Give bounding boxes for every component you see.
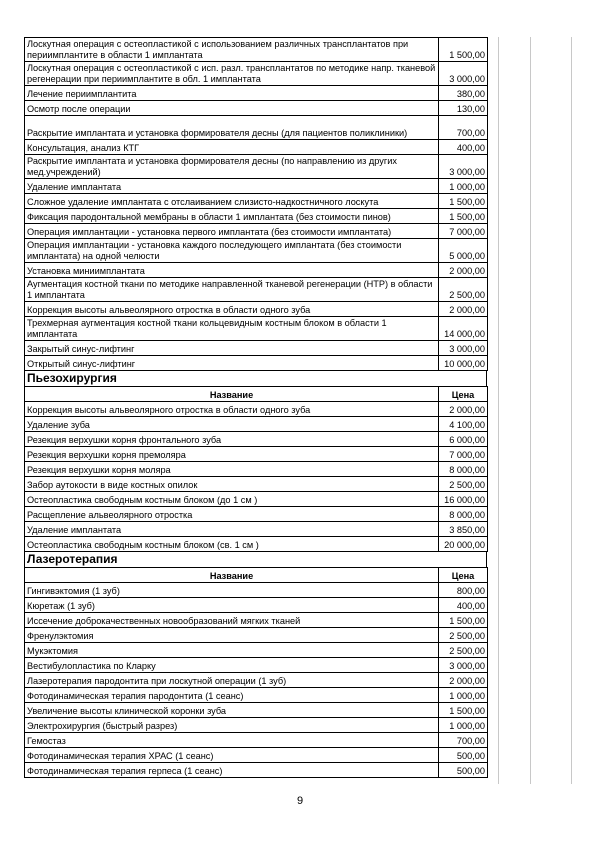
service-name: Резекция верхушки корня моляра [25,462,439,477]
service-price: 700,00 [439,116,488,140]
service-name: Операция имплантации - установка каждого последующего имплантата (без стоимости имплантата) на одной челюсти [25,239,439,263]
table-row [25,763,488,778]
service-name: Гемостаз [25,733,439,748]
service-name: Мукэктомия [25,643,439,658]
service-name: Лечение периимплантита [25,86,439,101]
service-name: Коррекция высоты альвеолярного отростка в области одного зуба [25,302,439,317]
gridline [530,37,531,784]
table-row [25,658,488,673]
section-title-piezo: Пьезохирургия [24,371,487,386]
table-row [25,38,488,62]
section-title-laser: Лазеротерапия [24,552,487,567]
spreadsheet-gridlines [487,37,572,784]
table-row [25,263,488,278]
table-row [25,733,488,748]
service-price: 3 850,00 [439,522,488,537]
service-price: 8 000,00 [439,462,488,477]
service-name: Электрохирургия (быстрый разрез) [25,718,439,733]
service-price: 2 000,00 [439,263,488,278]
gridline [571,37,572,784]
service-name: Трехмерная аугментация костной ткани кольцевидным костным блоком в области 1 имплантата [25,317,439,341]
service-name: Гингивэктомия (1 зуб) [25,583,439,598]
service-price: 20 000,00 [439,537,488,552]
table-row [25,278,488,302]
service-price: 3 000,00 [439,658,488,673]
service-name: Операция имплантации - установка первого имплантата (без стоимости имплантата) [25,224,439,239]
service-price: 1 500,00 [439,613,488,628]
service-price: 2 000,00 [439,302,488,317]
service-name: Увеличение высоты клинической коронки зуба [25,703,439,718]
implantation-table [24,37,488,371]
table-row [25,101,488,116]
service-name: Кюретаж (1 зуб) [25,598,439,613]
table-row [25,673,488,688]
service-name: Фиксация пародонтальной мембраны в области 1 имплантата (без стоимости пинов) [25,209,439,224]
service-name: Расщепление альвеолярного отростка [25,507,439,522]
service-price: 3 000,00 [439,341,488,356]
header-name: Название [25,568,439,583]
service-price: 1 500,00 [439,194,488,209]
service-price: 1 000,00 [439,688,488,703]
table-row [25,703,488,718]
service-price: 1 000,00 [439,179,488,194]
service-price: 3 000,00 [439,155,488,179]
table-header-row [25,387,488,402]
table-row [25,317,488,341]
service-price: 800,00 [439,583,488,598]
header-name: Название [25,387,439,402]
service-price: 130,00 [439,101,488,116]
piezo-table [24,386,488,552]
table-row [25,492,488,507]
service-name: Остеопластика свободным костным блоком (до 1 см ) [25,492,439,507]
table-header-row [25,568,488,583]
service-price: 2 500,00 [439,628,488,643]
table-row [25,179,488,194]
table-row [25,417,488,432]
table-row [25,432,488,447]
table-row [25,140,488,155]
laser-table [24,567,488,778]
service-name: Фотодинамическая терапия пародонтита (1 сеанс) [25,688,439,703]
service-price: 16 000,00 [439,492,488,507]
service-name: Открытый синус-лифтинг [25,356,439,371]
service-name: Фотодинамическая терапия ХРАС (1 сеанс) [25,748,439,763]
table-row [25,718,488,733]
price-list [24,37,487,778]
table-row [25,613,488,628]
service-name: Френулэктомия [25,628,439,643]
service-price: 1 500,00 [439,703,488,718]
table-row [25,537,488,552]
table-row [25,748,488,763]
table-row [25,507,488,522]
service-price: 10 000,00 [439,356,488,371]
service-name: Сложное удаление имплантата с отслаиванием слизисто-надкостничного лоскута [25,194,439,209]
service-price: 7 000,00 [439,447,488,462]
service-price: 4 100,00 [439,417,488,432]
table-row [25,402,488,417]
service-price: 400,00 [439,598,488,613]
table-row [25,583,488,598]
service-price: 1 500,00 [439,209,488,224]
gridline [498,37,499,784]
service-name: Установка миниимплантата [25,263,439,278]
service-price: 1 000,00 [439,718,488,733]
service-price: 500,00 [439,748,488,763]
service-price: 6 000,00 [439,432,488,447]
service-price: 2 500,00 [439,278,488,302]
page-number: 9 [296,795,304,807]
table-row [25,688,488,703]
table-row [25,341,488,356]
table-row [25,643,488,658]
table-row [25,194,488,209]
service-price: 700,00 [439,733,488,748]
service-name: Иссечение доброкачественных новообразований мягких тканей [25,613,439,628]
table-row [25,224,488,239]
service-price: 2 000,00 [439,402,488,417]
table-row [25,356,488,371]
table-row [25,86,488,101]
header-price: Цена [439,568,488,583]
service-price: 2 000,00 [439,673,488,688]
service-price: 380,00 [439,86,488,101]
service-price: 7 000,00 [439,224,488,239]
service-name: Консультация, анализ КТГ [25,140,439,155]
service-price: 400,00 [439,140,488,155]
header-price: Цена [439,387,488,402]
service-price: 8 000,00 [439,507,488,522]
table-row [25,628,488,643]
service-name: Лоскутная операция с остеопластикой с использованием различных трансплантатов при периимплантите в области 1 имплантата [25,38,439,62]
service-price: 5 000,00 [439,239,488,263]
table-row [25,155,488,179]
service-name: Остеопластика свободным костным блоком (св. 1 см ) [25,537,439,552]
service-name: Удаление имплантата [25,522,439,537]
table-row [25,477,488,492]
service-price: 1 500,00 [439,38,488,62]
table-row [25,598,488,613]
service-name: Вестибулопластика по Кларку [25,658,439,673]
table-row [25,116,488,140]
service-name: Закрытый синус-лифтинг [25,341,439,356]
table-row [25,62,488,86]
service-name: Фотодинамическая терапия герпеса (1 сеанс) [25,763,439,778]
service-name: Удаление имплантата [25,179,439,194]
service-name: Резекция верхушки корня фронтального зуба [25,432,439,447]
service-price: 2 500,00 [439,477,488,492]
table-row [25,209,488,224]
table-row [25,522,488,537]
service-price: 3 000,00 [439,62,488,86]
service-price: 500,00 [439,763,488,778]
table-row [25,302,488,317]
table-row [25,447,488,462]
service-name: Раскрытие имплантата и установка формирователя десны (для пациентов поликлиники) [25,116,439,140]
service-name: Лоскутная операция с остеопластикой с исп. разл. трансплантатов по методике напр. тканевой регенерации при периимплантите в обл. 1 имплантата [25,62,439,86]
service-name: Коррекция высоты альвеолярного отростка в области одного зуба [25,402,439,417]
service-name: Удаление зуба [25,417,439,432]
service-name: Резекция верхушки корня премоляра [25,447,439,462]
service-name: Забор аутокости в виде костных опилок [25,477,439,492]
service-name: Осмотр после операции [25,101,439,116]
service-name: Аугментация костной ткани по методике направленной тканевой регенерации (НТР) в области 1 имплантата [25,278,439,302]
table-row [25,462,488,477]
service-price: 2 500,00 [439,643,488,658]
table-row [25,239,488,263]
service-price: 14 000,00 [439,317,488,341]
service-name: Лазеротерапия пародонтита при лоскутной операции (1 зуб) [25,673,439,688]
service-name: Раскрытие имплантата и установка формирователя десны (по направлению из других мед.учреждений) [25,155,439,179]
